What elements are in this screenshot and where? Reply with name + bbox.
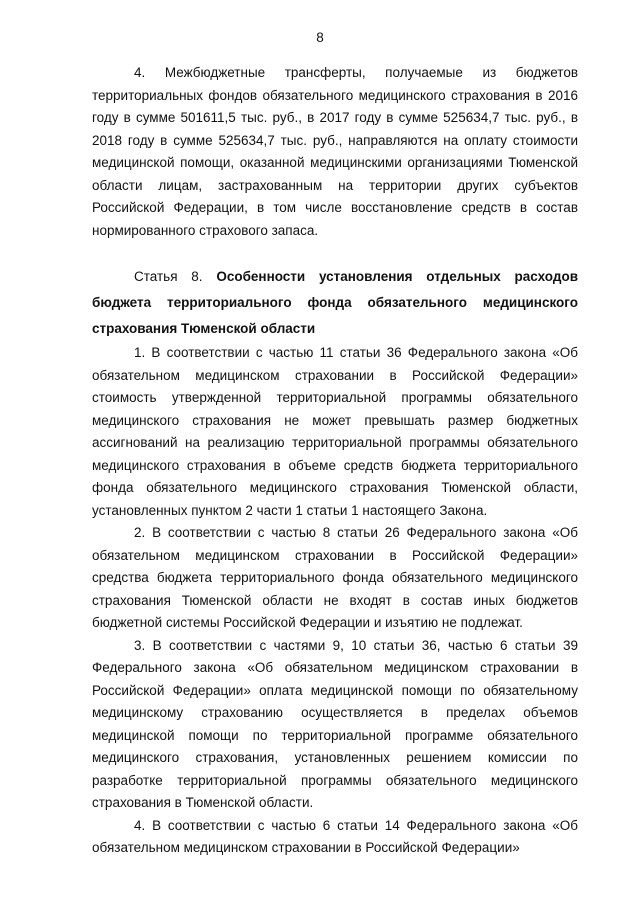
document-body xyxy=(92,62,578,860)
article-item-3: 3. В соответствии с частями 9, 10 статьи 36, частью 6 статьи 39 Федерального закона «Об обязательном медицинском страховании в Российской Федерации» оплата медицинской помощи по обязательному медицинскому страхованию осуществляется в пределах объемов медицинской помощи по территориальной программе обязательного медицинского страхования, установленных решением комиссии по разработке территориальной программы обязательного медицинского страхования в Тюменской области. xyxy=(92,637,578,810)
article-item-2: 2. В соответствии с частью 8 статьи 26 Федерального закона «Об обязательном медицинском страховании в Российской Федерации» средства бюджета территориального фонда обязательного медицинского страхования Тюменской области не входят в состав иных бюджетов бюджетной системы Российской Федерации и изъятию не подлежат. xyxy=(92,525,578,630)
article-title: Особенности установления отдельных расходов бюджета территориального фонда обязательного медицинского страхования Тюменской области xyxy=(92,269,578,336)
article-item-1: 1. В соответствии с частью 11 статьи 36 Федерального закона «Об обязательном медицинском страховании в Российской Федерации» стоимость утвержденной территориальной программы обязательного медицинского страхования не может превышать размер бюджетных ассигнований на реализацию территориальной программы обязательного медицинского страхования в объеме средств бюджета территориального фонда обязательного медицинского страхования Тюменской области, установленных пунктом 2 части 1 статьи 1 настоящего Закона. xyxy=(92,345,578,518)
article-item-4: 4. В соответствии с частью 6 статьи 14 Федерального закона «Об обязательном медицинском страховании в Российской Федерации» xyxy=(92,817,578,855)
paragraph-4-transfers: 4. Межбюджетные трансферты, получаемые из бюджетов территориальных фондов обязательного медицинского страхования в 2016 году в сумме 501611,5 тыс. руб., в 2017 году в сумме 525634,7 тыс. руб., в 2018 году в сумме 525634,7 тыс. руб., направляются на оплату стоимости медицинской помощи, оказанной медицинскими организациями Тюменской области лицам, застрахованным на территории других субъектов Российской Федерации, в том числе восстановление средств в состав нормированного страхового запаса. xyxy=(92,65,578,238)
article-8-heading xyxy=(92,264,578,342)
page-number: 8 xyxy=(316,30,324,45)
article-prefix: Статья 8. xyxy=(134,269,217,284)
